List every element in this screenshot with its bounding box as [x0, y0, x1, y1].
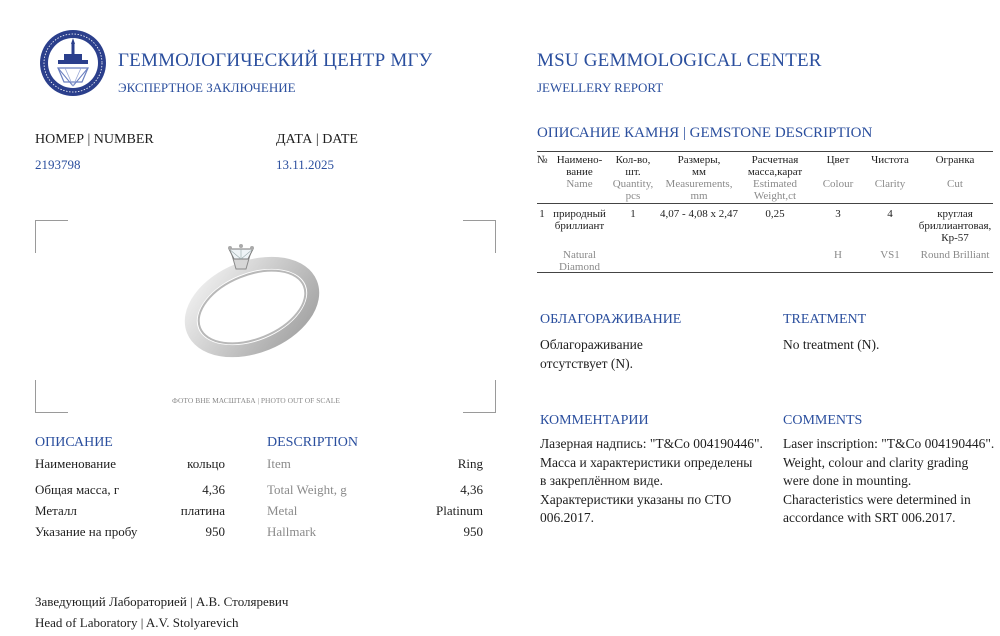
table-rule-top — [537, 151, 993, 152]
table-header-en: Clarity — [874, 178, 906, 190]
description-title-ru: ОПИСАНИЕ — [35, 435, 113, 450]
table-cell-en: Round Brilliant — [920, 249, 990, 261]
description-value-ru: 950 — [205, 524, 225, 539]
table-rule-mid — [537, 203, 993, 204]
center-title-ru: ГЕММОЛОГИЧЕСКИЙ ЦЕНТР МГУ — [118, 50, 433, 71]
center-title-en: MSU GEMMOLOGICAL CENTER — [537, 50, 822, 71]
table-header-en: Estimated Weight,ct — [753, 178, 797, 202]
description-value-en: Platinum — [436, 503, 483, 518]
table-cell-ru: круглая бриллиантовая, Кр-57 — [918, 208, 992, 244]
description-label-ru: Общая масса, г — [35, 482, 120, 497]
description-value-ru: 4,36 — [202, 482, 225, 497]
report-subtitle-ru: ЭКСПЕРТНОЕ ЗАКЛЮЧЕНИЕ — [118, 80, 296, 95]
table-header-ru: Расчетная масса,карат — [747, 154, 803, 178]
diamond-solitaire-ring-icon — [180, 225, 330, 360]
table-header-en: Colour — [822, 178, 854, 190]
description-label-ru: Металл — [35, 503, 77, 518]
table-cell-ru: 1 — [630, 208, 636, 220]
description-value-en: 950 — [463, 524, 483, 539]
table-cell-ru: 1 — [539, 208, 545, 220]
table-cell-ru: 4,07 - 4,08 x 2,47 — [660, 208, 738, 220]
description-label-ru: Указание на пробу — [35, 524, 138, 539]
table-header-ru: Наимено- вание — [556, 154, 603, 178]
gemstone-title: ОПИСАНИЕ КАМНЯ | GEMSTONE DESCRIPTION — [537, 125, 873, 141]
table-cell-ru: 4 — [887, 208, 893, 220]
table-cell-en: Natural Diamond — [559, 249, 600, 273]
signature-en: Head of Laboratory | A.V. Stolyarevich — [35, 615, 239, 630]
table-header-ru: № — [537, 154, 548, 166]
photo-frame-corner-bottom-right — [463, 380, 496, 413]
table-header-ru: Кол-во, шт. — [615, 154, 651, 178]
comments-text-en: Laser inscription: "T&Co 004190446". Weight, colour and clarity grading were done in mounting. Characteristics were determined in accordance with SRT 006.2017. — [783, 436, 995, 525]
description-label-en: Total Weight, g — [267, 482, 347, 497]
description-value-ru: платина — [180, 503, 225, 518]
ring-photo — [180, 225, 330, 365]
date-value: 13.11.2025 — [276, 157, 335, 172]
treatment-title-ru: ОБЛАГОРАЖИВАНИЕ — [540, 312, 682, 327]
table-header-ru: Размеры, мм — [677, 154, 721, 178]
table-cell-en: H — [834, 249, 842, 261]
table-cell-ru: природный бриллиант — [553, 208, 606, 232]
table-header-en: Measurements, mm — [665, 178, 733, 202]
comments-title-en: COMMENTS — [783, 413, 863, 428]
table-cell-en: VS1 — [880, 249, 900, 261]
treatment-title-en: TREATMENT — [783, 312, 867, 327]
table-header-ru: Чистота — [871, 154, 909, 166]
number-value: 2193798 — [35, 157, 81, 172]
table-header-en: Name — [566, 178, 593, 190]
description-label-en: Hallmark — [267, 524, 317, 539]
description-label-ru: Наименование — [35, 456, 116, 471]
photo-frame-corner-top-left — [35, 220, 68, 253]
report-subtitle-en: JEWELLERY REPORT — [537, 80, 664, 95]
number-label: НОМЕР | NUMBER — [35, 132, 154, 147]
treatment-text-ru: Облагораживание отсутствует (N). — [540, 337, 643, 371]
description-title-en: DESCRIPTION — [267, 435, 359, 450]
table-header-ru: Цвет — [826, 154, 850, 166]
table-cell-ru: 3 — [835, 208, 841, 220]
photo-frame-corner-top-right — [463, 220, 496, 253]
signature-ru: Заведующий Лабораторией | А.В. Столяревич — [35, 594, 289, 609]
description-value-en: Ring — [457, 456, 483, 471]
date-label: ДАТА | DATE — [276, 132, 358, 147]
comments-title-ru: КОММЕНТАРИИ — [540, 413, 649, 428]
description-value-en: 4,36 — [460, 482, 483, 497]
description-value-ru: кольцо — [187, 456, 225, 471]
comments-text-ru: Лазерная надпись: "T&Co 004190446". Масса и характеристики определены в закреплённом виде. Характеристики указаны по СТО 006.2017. — [540, 436, 763, 525]
table-header-ru: Огранка — [935, 154, 975, 166]
description-label-en: Item — [267, 456, 291, 471]
photo-frame-corner-bottom-left — [35, 380, 68, 413]
table-header-en: Cut — [947, 178, 963, 190]
treatment-text-en: No treatment (N). — [783, 337, 880, 352]
table-header-en: Quantity, pcs — [612, 178, 654, 202]
description-label-en: Metal — [267, 503, 298, 518]
msu-emblem-logo — [38, 28, 108, 98]
msu-university-emblem-icon — [38, 28, 108, 98]
photo-caption: ФОТО ВНЕ МАСШТАБА | PHOTO OUT OF SCALE — [172, 396, 340, 405]
table-cell-ru: 0,25 — [765, 208, 785, 220]
